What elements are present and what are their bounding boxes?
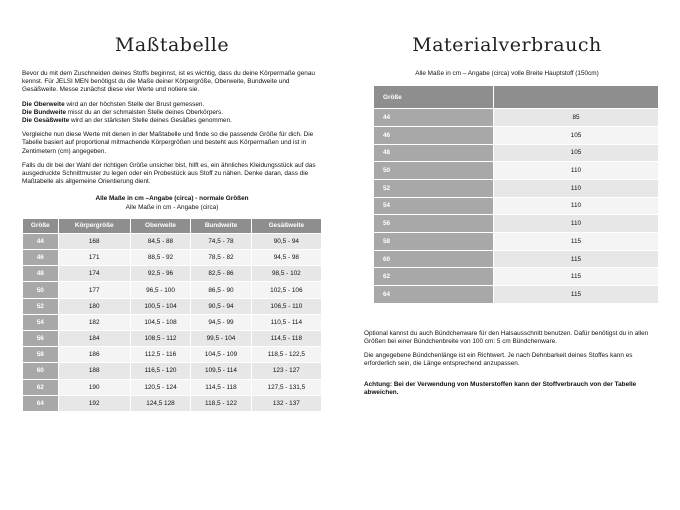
size-chart-column: [22, 0, 322, 412]
material-size-cell: 54: [374, 198, 493, 215]
size-table-caption-bold: Alle Maße in cm –Angabe (circa) - normale Größen: [95, 195, 249, 203]
size-value-cell: 98,5 - 102: [252, 266, 321, 281]
def-hip-text: wird an der stärksten Stelle deines Gesäßes genommen.: [69, 117, 232, 125]
size-value-cell: 110,5 - 114: [252, 315, 321, 330]
size-table-row: [23, 380, 321, 395]
size-value-cell: 94,5 - 98: [252, 250, 321, 265]
size-value-cell: 177: [59, 282, 130, 297]
size-value-cell: 124,5 128: [131, 396, 190, 411]
size-value-cell: 86,5 - 90: [191, 282, 250, 297]
material-value-cell: 105: [494, 127, 658, 144]
size-value-cell: 174: [59, 266, 130, 281]
size-size-cell: 54: [23, 315, 58, 330]
compare-paragraph: Vergleiche nun diese Werte mit denen in der Maßtabelle und finde so die passende Größe für dich. Die Tabelle basiert auf proportional mitmachende Körpergrößen und besteht aus Körpermaßen und ist in Zentimetern (cm) angegeben.: [22, 131, 314, 155]
ribbing-length-note: Die angegebene Bündchenlänge ist ein Richtwert. Je nach Dehnbarkeit deines Stoffes kann es erforderlich sein, die Länge entsprechend anzupassen.: [364, 352, 633, 368]
size-table-row: [23, 347, 321, 362]
size-value-cell: 132 - 137: [252, 396, 321, 411]
size-value-cell: 106,5 - 110: [252, 299, 321, 314]
size-table-row: [23, 363, 321, 378]
material-value-cell: 115: [494, 268, 658, 285]
size-value-cell: 82,5 - 86: [191, 266, 250, 281]
size-table-row: [23, 331, 321, 346]
material-table-row: [374, 251, 658, 268]
size-value-cell: 118,5 - 122: [191, 396, 250, 411]
size-size-cell: 60: [23, 363, 58, 378]
size-value-cell: 90,5 - 94: [252, 234, 321, 249]
size-table-row: [23, 250, 321, 265]
size-value-cell: 100,5 - 104: [131, 299, 190, 314]
material-table-row: [374, 233, 658, 250]
material-value-cell: 85: [494, 109, 658, 126]
size-value-cell: 104,5 - 109: [191, 347, 250, 362]
def-bust-term: Die Oberweite: [22, 100, 65, 108]
size-table-row: [23, 396, 321, 411]
size-header-cell: Oberweite: [131, 219, 190, 233]
size-size-cell: 56: [23, 331, 58, 346]
size-size-cell: 62: [23, 380, 58, 395]
size-value-cell: 120,5 - 124: [131, 380, 190, 395]
size-header-cell: Körpergröße: [59, 219, 130, 233]
def-bust-text: wird an der höchsten Stelle der Brust gemessen.: [64, 100, 205, 108]
size-value-cell: 186: [59, 347, 130, 362]
def-waist-term: Die Bundweite: [22, 108, 67, 116]
material-table-row: [374, 109, 658, 126]
size-value-cell: 180: [59, 299, 130, 314]
size-table-row: [23, 234, 321, 249]
material-table-row: [374, 145, 658, 162]
material-value-cell: 110: [494, 198, 658, 215]
size-size-cell: 58: [23, 347, 58, 362]
material-size-cell: 50: [374, 162, 493, 179]
size-value-cell: 184: [59, 331, 130, 346]
definitions-paragraph: [22, 101, 322, 126]
material-table-caption: Alle Maße in cm – Angabe (circa) volle Breite Hauptstoff (150cm): [415, 70, 599, 77]
material-value-cell: 105: [494, 145, 658, 162]
size-value-cell: 190: [59, 380, 130, 395]
intro-paragraph: Bevor du mit dem Zuschneiden deines Stoffs beginnst, ist es wichtig, dass du deine Körpermaße genau kennst. Für JELSI MEN benötigst du die Maße deiner Körpergröße, Oberweite, Bundweite und Gesäßweite. Messe zunächst diese vier Werte und notiere sie.: [22, 70, 315, 94]
material-table: [373, 85, 659, 304]
material-size-cell: 62: [374, 268, 493, 285]
warning-note: Achtung: Bei der Verwendung von Musterstoffen kann der Stoffverbrauch von der Tabelle abweichen.: [364, 380, 637, 396]
def-waist-text: misst du an der schmalsten Stelle deines Oberkörpers.: [66, 108, 224, 116]
size-value-cell: 99,5 - 104: [191, 331, 250, 346]
material-table-row: [374, 215, 658, 232]
material-header-cell: [494, 86, 658, 108]
size-value-cell: 92,5 - 96: [131, 266, 190, 281]
size-table-caption-sub: Alle Maße in cm - Angabe (circa): [125, 203, 219, 211]
size-table-row: [23, 315, 321, 330]
size-value-cell: 88,5 - 92: [131, 250, 190, 265]
size-header-cell: Größe: [23, 219, 58, 233]
size-table-row: [23, 282, 321, 297]
size-value-cell: 171: [59, 250, 130, 265]
material-notes: [364, 330, 650, 397]
def-hip-term: Die Gesäßweite: [22, 117, 70, 125]
size-value-cell: 84,5 - 88: [131, 234, 190, 249]
size-header-cell: Bundweite: [191, 219, 250, 233]
material-title: Materialverbrauch: [412, 34, 602, 56]
size-table-row: [23, 266, 321, 281]
size-value-cell: 112,5 - 116: [131, 347, 190, 362]
size-value-cell: 96,5 - 100: [131, 282, 190, 297]
size-value-cell: 74,5 - 78: [191, 234, 250, 249]
material-value-cell: 110: [494, 215, 658, 232]
size-table-caption: [22, 195, 322, 211]
size-value-cell: 114,5 - 118: [191, 380, 250, 395]
material-size-cell: 64: [374, 286, 493, 303]
material-table-row: [374, 198, 658, 215]
material-size-cell: 58: [374, 233, 493, 250]
size-value-cell: 108,5 - 112: [131, 331, 190, 346]
size-size-cell: 50: [23, 282, 58, 297]
material-value-cell: 115: [494, 251, 658, 268]
size-value-cell: 182: [59, 315, 130, 330]
size-chart-title: Maßtabelle: [114, 34, 230, 56]
size-value-cell: 90,5 - 94: [191, 299, 250, 314]
size-value-cell: 192: [59, 396, 130, 411]
material-header-cell: Größe: [374, 86, 493, 108]
material-size-cell: 52: [374, 180, 493, 197]
size-value-cell: 168: [59, 234, 130, 249]
size-size-cell: 48: [23, 266, 58, 281]
size-value-cell: 104,5 - 108: [131, 315, 190, 330]
size-value-cell: 188: [59, 363, 130, 378]
material-table-row: [374, 162, 658, 179]
size-table-row: [23, 299, 321, 314]
material-value-cell: 110: [494, 180, 658, 197]
material-table-row: [374, 127, 658, 144]
material-column: [364, 0, 650, 403]
unsure-paragraph: Falls du dir bei der Wahl der richtigen Größe unsicher bist, hilft es, ein ähnliches Kleidungsstück auf das ausgedruckte Schnittmuster zu legen oder ein Probestück aus Stoff zu nähen. Denke daran, dass die Maßtabelle als allgemeine Orientierung dient.: [22, 161, 316, 186]
size-value-cell: 114,5 - 118: [252, 331, 321, 346]
size-value-cell: 123 - 127: [252, 363, 321, 378]
material-size-cell: 60: [374, 251, 493, 268]
size-size-cell: 46: [23, 250, 58, 265]
size-size-cell: 44: [23, 234, 58, 249]
material-value-cell: 115: [494, 286, 658, 303]
size-value-cell: 118,5 - 122,5: [252, 347, 321, 362]
size-table: [22, 218, 322, 412]
size-size-cell: 52: [23, 299, 58, 314]
size-value-cell: 102,5 - 106: [252, 282, 321, 297]
size-value-cell: 127,5 - 131,5: [252, 380, 321, 395]
material-size-cell: 44: [374, 109, 493, 126]
material-size-cell: 56: [374, 215, 493, 232]
material-table-row: [374, 286, 658, 303]
material-size-cell: 48: [374, 145, 493, 162]
size-value-cell: 94,5 - 99: [191, 315, 250, 330]
size-value-cell: 78,5 - 82: [191, 250, 250, 265]
size-value-cell: 116,5 - 120: [131, 363, 190, 378]
ribbing-note: Optional kannst du auch Bündchenware für den Halsausschnitt benutzen. Dafür benötigst du in allen Größen bei einer Bündchenbreite von 100 cm: 5 cm Bündchenware.: [364, 329, 649, 345]
size-value-cell: 109,5 - 114: [191, 363, 250, 378]
material-size-cell: 46: [374, 127, 493, 144]
size-header-cell: Gesäßweite: [252, 219, 321, 233]
material-table-row: [374, 180, 658, 197]
material-value-cell: 110: [494, 162, 658, 179]
material-value-cell: 115: [494, 233, 658, 250]
size-size-cell: 64: [23, 396, 58, 411]
material-table-row: [374, 268, 658, 285]
